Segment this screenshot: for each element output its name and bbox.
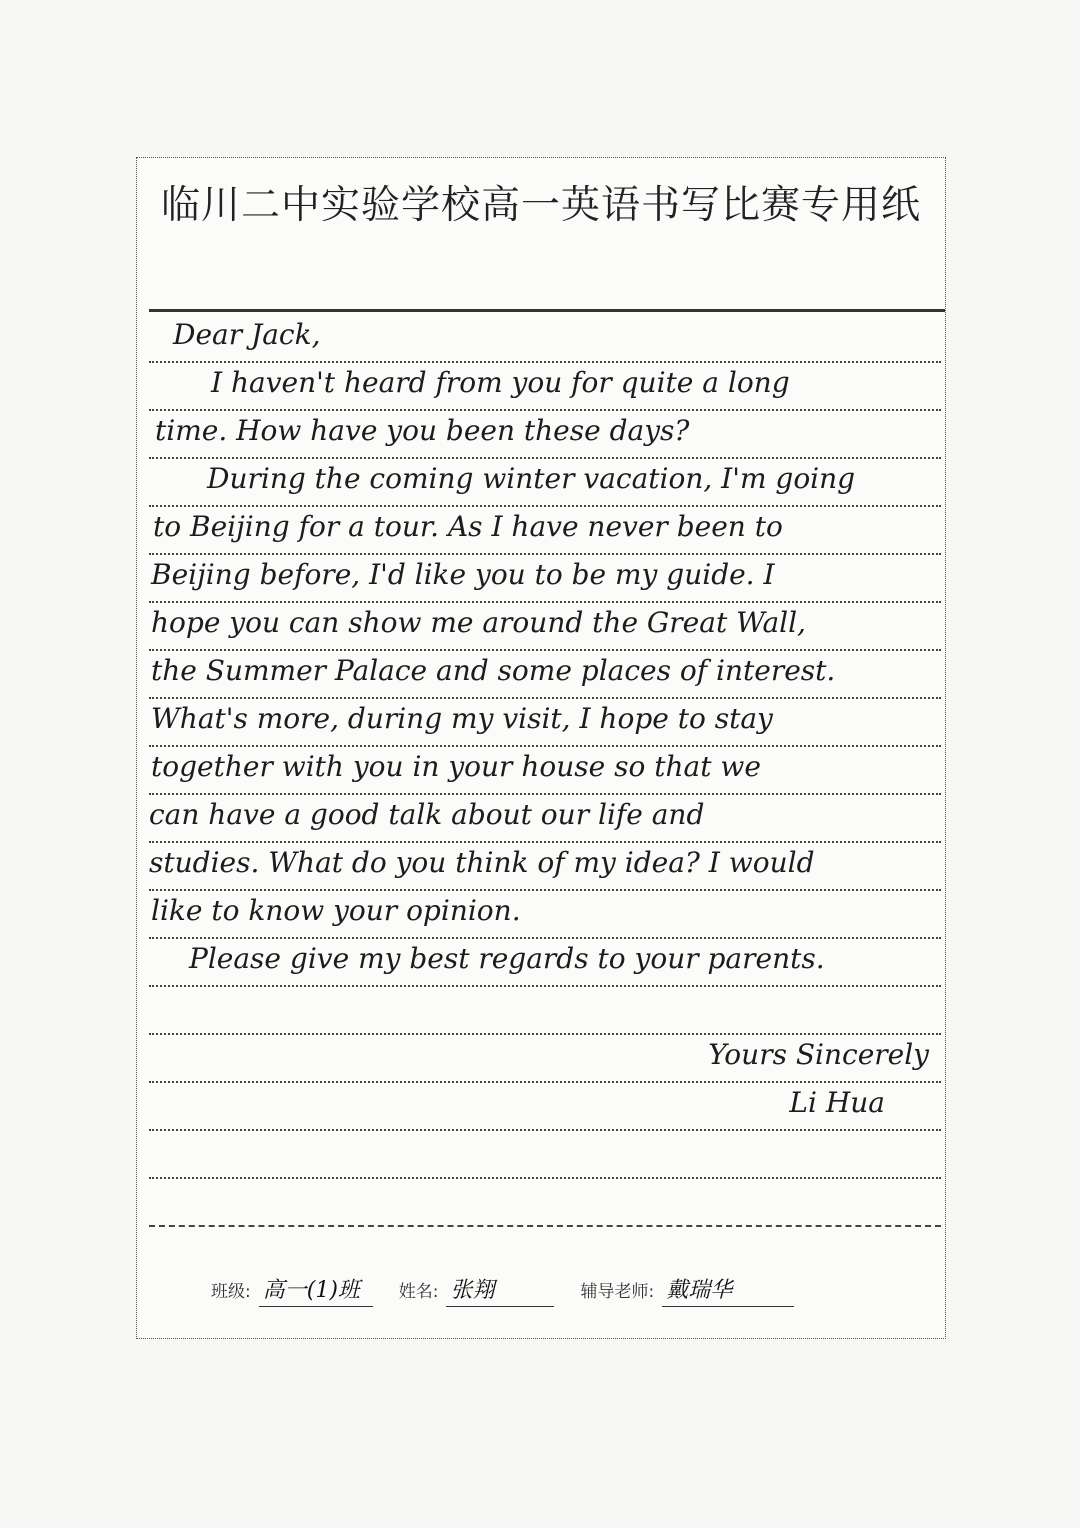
letter-line: to Beijing for a tour. As I have never been to bbox=[149, 505, 941, 555]
letter-line: hope you can show me around the Great Wall, bbox=[149, 601, 941, 651]
letter-line: studies. What do you think of my idea? I would bbox=[149, 841, 941, 891]
class-value: 高一(1)班 bbox=[259, 1273, 373, 1307]
letter-line: time. How have you been these days? bbox=[149, 409, 941, 459]
letter-line: I haven't heard from you for quite a long bbox=[149, 361, 941, 411]
letter-line bbox=[149, 1129, 941, 1179]
letter-line bbox=[149, 1177, 941, 1227]
letter-line: can have a good talk about our life and bbox=[149, 793, 941, 843]
name-value: 张翔 bbox=[446, 1273, 554, 1307]
letter-line: During the coming winter vacation, I'm going bbox=[149, 457, 941, 507]
name-label: 姓名: bbox=[398, 1282, 439, 1302]
letter-signature: Li Hua bbox=[149, 1081, 941, 1131]
letter-line: like to know your opinion. bbox=[149, 889, 941, 939]
class-label: 班级: bbox=[211, 1282, 251, 1302]
teacher-value: 戴瑞华 bbox=[662, 1273, 794, 1307]
teacher-label: 辅导老师: bbox=[580, 1282, 655, 1302]
footer-info bbox=[211, 1273, 794, 1307]
sheet-title: 临川二中实验学校高一英语书写比赛专用纸 bbox=[160, 183, 921, 228]
letter-line: together with you in your house so that we bbox=[149, 745, 941, 795]
letter-line bbox=[149, 985, 941, 1035]
letter-line: Dear Jack, bbox=[149, 313, 941, 363]
letter-line: Beijing before, I'd like you to be my guide. I bbox=[149, 553, 941, 603]
letter-line: What's more, during my visit, I hope to stay bbox=[149, 697, 941, 747]
writing-sheet bbox=[136, 157, 946, 1339]
letter-line: Please give my best regards to your parents. bbox=[149, 937, 941, 987]
letter-closing: Yours Sincerely bbox=[149, 1033, 941, 1083]
title-rule bbox=[149, 309, 945, 312]
letter-line: the Summer Palace and some places of interest. bbox=[149, 649, 941, 699]
